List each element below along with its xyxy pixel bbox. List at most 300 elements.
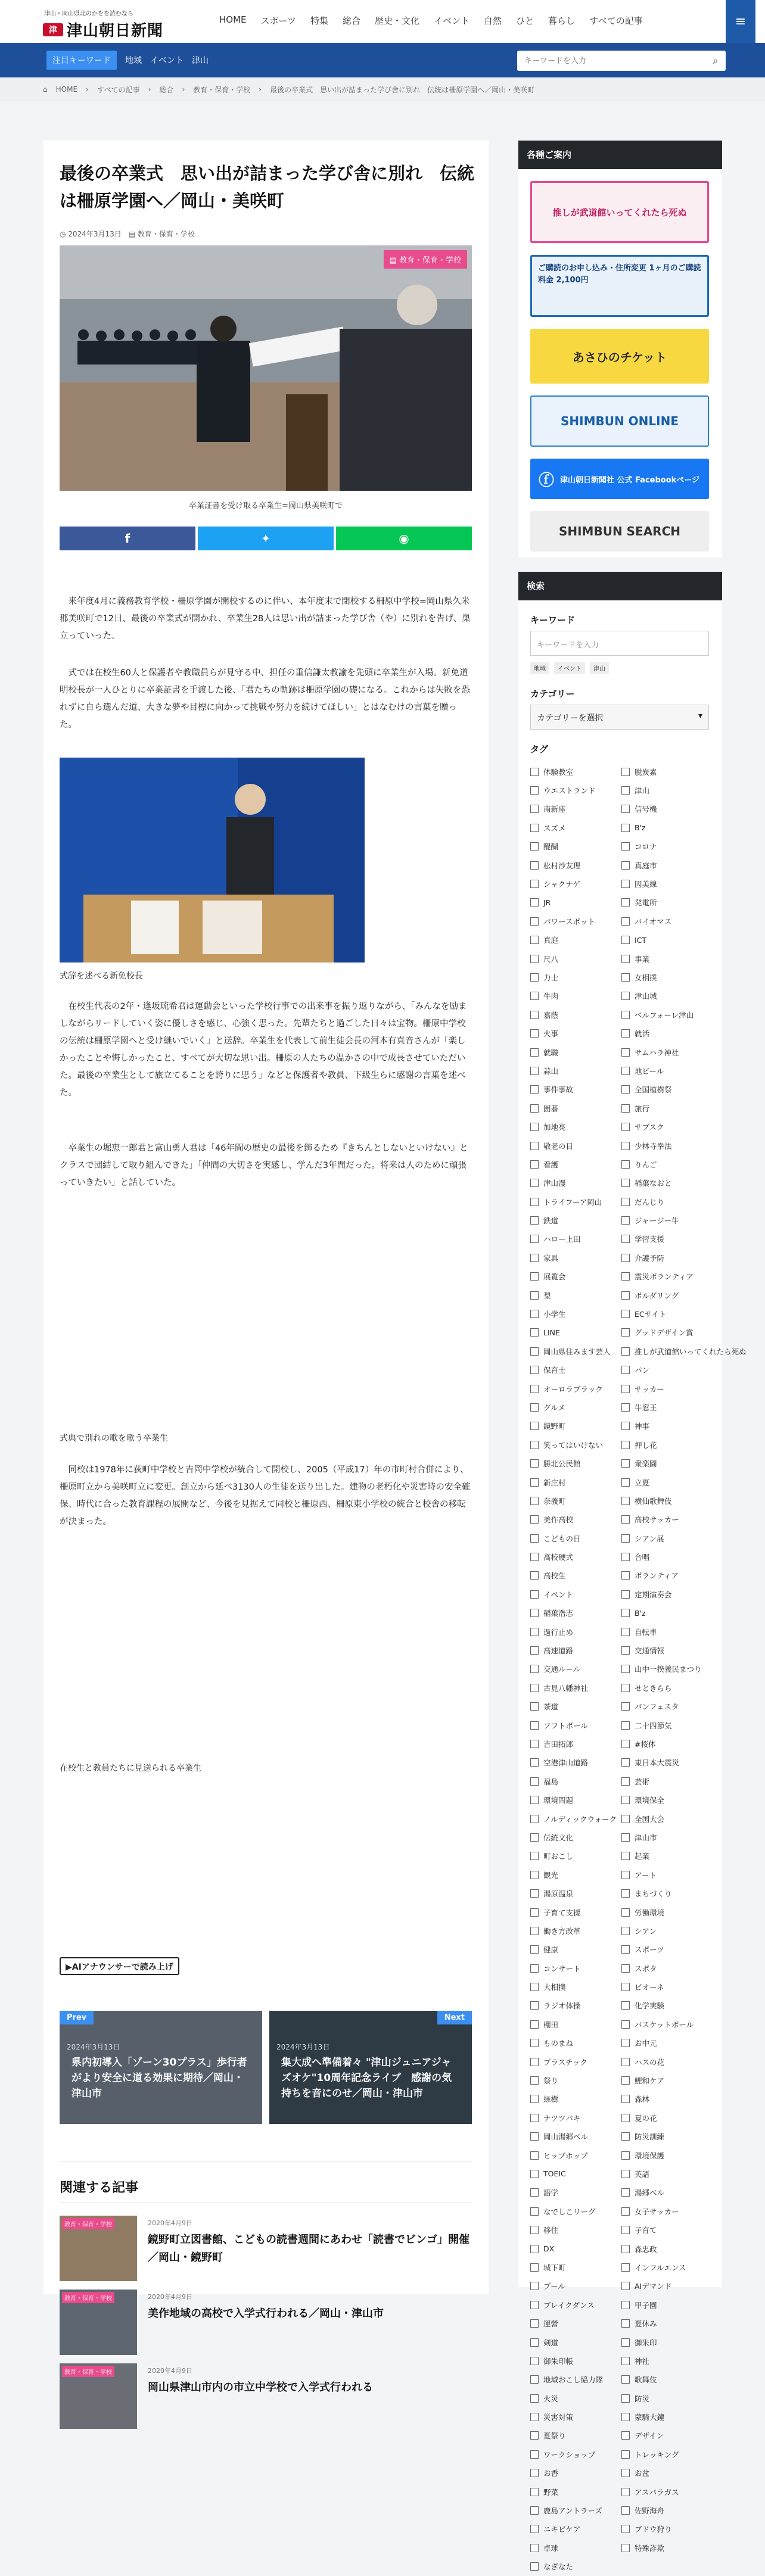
checkbox-icon[interactable] (530, 2357, 539, 2365)
checkbox-icon[interactable] (530, 2151, 539, 2160)
tag-checkbox[interactable] (530, 1940, 621, 1959)
breadcrumb-item[interactable]: 総合 (159, 85, 174, 94)
checkbox-icon[interactable] (621, 2319, 630, 2328)
checkbox-icon[interactable] (530, 2263, 539, 2272)
tag-checkbox[interactable] (530, 1772, 621, 1790)
checkbox-icon[interactable] (530, 2394, 539, 2403)
nav-home[interactable]: HOME (219, 14, 247, 25)
checkbox-icon[interactable] (621, 2544, 630, 2552)
checkbox-icon[interactable] (530, 824, 539, 832)
tag-checkbox[interactable] (621, 2239, 713, 2258)
checkbox-icon[interactable] (530, 2207, 539, 2216)
checkbox-icon[interactable] (530, 2544, 539, 2552)
tag-checkbox[interactable] (621, 968, 713, 986)
checkbox-icon[interactable] (621, 1310, 630, 1318)
tag-checkbox[interactable] (621, 2407, 713, 2426)
tag-checkbox[interactable] (621, 1155, 713, 1173)
tag-checkbox[interactable] (530, 1790, 621, 1809)
tag-checkbox[interactable] (530, 1959, 621, 1977)
search-icon[interactable]: ⌕ (713, 55, 719, 66)
checkbox-icon[interactable] (621, 1534, 630, 1543)
tag-checkbox[interactable] (621, 1678, 713, 1697)
keyword-suggestion[interactable]: 津山 (590, 662, 609, 674)
tag-checkbox[interactable] (621, 1005, 713, 1024)
tag-checkbox[interactable] (530, 1099, 621, 1117)
tag-checkbox[interactable] (621, 1884, 713, 1902)
tag-checkbox[interactable] (530, 1977, 621, 1996)
checkbox-icon[interactable] (621, 2450, 630, 2459)
checkbox-icon[interactable] (621, 1927, 630, 1935)
tag-checkbox[interactable] (621, 1903, 713, 1921)
checkbox-icon[interactable] (530, 2413, 539, 2421)
checkbox-icon[interactable] (621, 2001, 630, 2010)
tag-checkbox[interactable] (530, 1491, 621, 1510)
tag-checkbox[interactable] (530, 800, 621, 818)
tag-checkbox[interactable] (530, 2090, 621, 2108)
tag-checkbox[interactable] (621, 2333, 713, 2351)
tag-checkbox[interactable] (621, 2482, 713, 2501)
checkbox-icon[interactable] (621, 1272, 630, 1281)
tag-checkbox[interactable] (530, 987, 621, 1005)
tag-checkbox[interactable] (621, 874, 713, 893)
tag-checkbox[interactable] (621, 1566, 713, 1585)
checkbox-icon[interactable] (530, 1478, 539, 1487)
checkbox-icon[interactable] (621, 1628, 630, 1636)
tag-checkbox[interactable] (621, 1529, 713, 1547)
checkbox-icon[interactable] (530, 2506, 539, 2515)
checkbox-icon[interactable] (621, 2282, 630, 2290)
checkbox-icon[interactable] (621, 1889, 630, 1898)
nav-history-culture[interactable]: 歴史・文化 (374, 15, 419, 26)
checkbox-icon[interactable] (530, 1104, 539, 1113)
tag-checkbox[interactable] (530, 1529, 621, 1547)
checkbox-icon[interactable] (621, 1291, 630, 1300)
tag-checkbox[interactable] (530, 1660, 621, 1678)
checkbox-icon[interactable] (530, 2076, 539, 2085)
checkbox-icon[interactable] (621, 1347, 630, 1356)
tag-checkbox[interactable] (621, 1192, 713, 1211)
tag-checkbox[interactable] (621, 2220, 713, 2239)
tag-checkbox[interactable] (621, 1585, 713, 1603)
checkbox-icon[interactable] (621, 1758, 630, 1767)
tag-checkbox[interactable] (530, 2220, 621, 2239)
checkbox-icon[interactable] (621, 1983, 630, 1991)
tag-checkbox[interactable] (621, 2520, 713, 2538)
tag-checkbox[interactable] (530, 856, 621, 874)
checkbox-icon[interactable] (621, 1366, 630, 1374)
tag-checkbox[interactable] (530, 1342, 621, 1360)
checkbox-icon[interactable] (621, 1029, 630, 1038)
tag-checkbox[interactable] (621, 1061, 713, 1080)
tag-checkbox[interactable] (621, 2052, 713, 2071)
checkbox-icon[interactable] (530, 2020, 539, 2029)
tag-checkbox[interactable] (621, 1417, 713, 1435)
tag-checkbox[interactable] (530, 1061, 621, 1080)
tag-checkbox[interactable] (530, 2445, 621, 2463)
checkbox-icon[interactable] (530, 1385, 539, 1393)
checkbox-icon[interactable] (530, 1534, 539, 1543)
tag-checkbox[interactable] (530, 1379, 621, 1398)
tag-checkbox[interactable] (530, 1809, 621, 1828)
tag-checkbox[interactable] (530, 2501, 621, 2519)
checkbox-icon[interactable] (530, 842, 539, 851)
checkbox-icon[interactable] (530, 2001, 539, 2010)
checkbox-icon[interactable] (530, 1571, 539, 1580)
tag-checkbox[interactable] (621, 2108, 713, 2127)
tag-checkbox[interactable] (530, 1828, 621, 1846)
checkbox-icon[interactable] (530, 1011, 539, 1019)
tag-checkbox[interactable] (530, 2015, 621, 2033)
checkbox-icon[interactable] (530, 2058, 539, 2066)
category-select[interactable] (530, 705, 709, 730)
nav-events[interactable]: イベント (433, 15, 469, 26)
checkbox-icon[interactable] (621, 2151, 630, 2160)
tag-checkbox[interactable] (621, 1697, 713, 1716)
checkbox-icon[interactable] (621, 1796, 630, 1804)
checkbox-icon[interactable] (530, 1871, 539, 1879)
checkbox-icon[interactable] (530, 1665, 539, 1673)
tag-checkbox[interactable] (530, 893, 621, 912)
checkbox-icon[interactable] (621, 2020, 630, 2029)
related-article[interactable] (60, 2363, 472, 2429)
tag-checkbox[interactable] (530, 1398, 621, 1416)
nav-nature[interactable]: 自然 (483, 15, 502, 26)
checkbox-icon[interactable] (530, 1740, 539, 1748)
checkbox-icon[interactable] (530, 2245, 539, 2253)
checkbox-icon[interactable] (621, 2301, 630, 2309)
tag-checkbox[interactable] (530, 1361, 621, 1379)
checkbox-icon[interactable] (530, 1945, 539, 1954)
checkbox-icon[interactable] (530, 880, 539, 888)
tag-checkbox[interactable] (621, 1921, 713, 1940)
tag-checkbox[interactable] (621, 2258, 713, 2276)
checkbox-icon[interactable] (530, 2525, 539, 2533)
checkbox-icon[interactable] (530, 1459, 539, 1468)
tag-checkbox[interactable] (530, 1753, 621, 1772)
tag-checkbox[interactable] (621, 2351, 713, 2370)
facebook-share-button[interactable] (60, 527, 195, 550)
checkbox-icon[interactable] (621, 1497, 630, 1505)
checkbox-icon[interactable] (621, 2469, 630, 2477)
checkbox-icon[interactable] (621, 1702, 630, 1711)
checkbox-icon[interactable] (530, 2282, 539, 2290)
checkbox-icon[interactable] (530, 1441, 539, 1449)
tag-checkbox[interactable] (530, 2034, 621, 2052)
tag-checkbox[interactable] (621, 893, 713, 912)
next-article-card[interactable] (269, 2011, 472, 2124)
banner-shimbun-online[interactable]: SHIMBUN ONLINE (530, 395, 709, 447)
tag-checkbox[interactable] (530, 1005, 621, 1024)
checkbox-icon[interactable] (530, 2226, 539, 2234)
tag-checkbox[interactable] (530, 1566, 621, 1585)
checkbox-icon[interactable] (621, 1216, 630, 1225)
tag-checkbox[interactable] (530, 949, 621, 968)
checkbox-icon[interactable] (621, 973, 630, 982)
checkbox-icon[interactable] (530, 2375, 539, 2384)
tag-checkbox[interactable] (530, 2071, 621, 2089)
checkbox-icon[interactable] (530, 1422, 539, 1430)
tag-checkbox[interactable] (530, 1996, 621, 2015)
tag-checkbox[interactable] (621, 1977, 713, 1996)
tag-checkbox[interactable] (530, 1547, 621, 1566)
tag-checkbox[interactable] (530, 1884, 621, 1902)
checkbox-icon[interactable] (530, 917, 539, 926)
checkbox-icon[interactable] (530, 1702, 539, 1711)
tag-checkbox[interactable] (530, 1454, 621, 1472)
checkbox-icon[interactable] (530, 1758, 539, 1767)
tag-checkbox[interactable] (621, 1790, 713, 1809)
tag-checkbox[interactable] (530, 1248, 621, 1267)
tag-checkbox[interactable] (621, 1248, 713, 1267)
checkbox-icon[interactable] (621, 2132, 630, 2141)
tag-checkbox[interactable] (621, 1379, 713, 1398)
checkbox-icon[interactable] (621, 2226, 630, 2234)
tag-checkbox[interactable] (530, 1641, 621, 1659)
tag-checkbox[interactable] (621, 2389, 713, 2407)
checkbox-icon[interactable] (621, 842, 630, 851)
tag-checkbox[interactable] (530, 1230, 621, 1248)
checkbox-icon[interactable] (530, 2114, 539, 2122)
keyword-suggestion[interactable]: 地域 (530, 662, 549, 674)
checkbox-icon[interactable] (530, 898, 539, 907)
line-share-button[interactable] (336, 527, 472, 550)
tag-checkbox[interactable] (621, 2202, 713, 2220)
checkbox-icon[interactable] (621, 805, 630, 813)
tag-checkbox[interactable] (621, 1622, 713, 1641)
nav-all-articles[interactable]: すべての記事 (589, 15, 643, 26)
tag-checkbox[interactable] (530, 2052, 621, 2071)
tag-checkbox[interactable] (530, 2314, 621, 2332)
tag-checkbox[interactable] (530, 2389, 621, 2407)
checkbox-icon[interactable] (530, 2039, 539, 2047)
tag-checkbox[interactable] (530, 1622, 621, 1641)
tag-checkbox[interactable] (530, 1473, 621, 1491)
tag-checkbox[interactable] (621, 2164, 713, 2183)
checkbox-icon[interactable] (530, 1235, 539, 1243)
checkbox-icon[interactable] (621, 992, 630, 1000)
tag-checkbox[interactable] (621, 1117, 713, 1136)
checkbox-icon[interactable] (530, 1179, 539, 1187)
checkbox-icon[interactable] (621, 1945, 630, 1954)
tag-checkbox[interactable] (621, 1267, 713, 1286)
checkbox-icon[interactable] (530, 1964, 539, 1973)
tag-checkbox[interactable] (530, 818, 621, 837)
checkbox-icon[interactable] (530, 1310, 539, 1318)
checkbox-icon[interactable] (530, 1029, 539, 1038)
checkbox-icon[interactable] (530, 1366, 539, 1374)
checkbox-icon[interactable] (621, 1123, 630, 1131)
tag-checkbox[interactable] (621, 1772, 713, 1790)
tag-checkbox[interactable] (530, 2482, 621, 2501)
tag-checkbox[interactable] (530, 2202, 621, 2220)
tag-checkbox[interactable] (621, 1604, 713, 1622)
tag-checkbox[interactable] (621, 2427, 713, 2445)
tag-checkbox[interactable] (621, 856, 713, 874)
checkbox-icon[interactable] (530, 1815, 539, 1823)
sidebar-keyword-input[interactable]: キーワードを入力 (530, 631, 709, 656)
tag-checkbox[interactable] (530, 1697, 621, 1716)
tag-checkbox[interactable] (530, 1267, 621, 1286)
tag-checkbox[interactable] (530, 1865, 621, 1884)
checkbox-icon[interactable] (621, 2039, 630, 2047)
checkbox-icon[interactable] (621, 2076, 630, 2085)
tag-checkbox[interactable] (621, 1099, 713, 1117)
tag-checkbox[interactable] (621, 1342, 747, 1360)
nav-general[interactable]: 総合 (342, 15, 360, 26)
checkbox-icon[interactable] (621, 2058, 630, 2066)
checkbox-icon[interactable] (530, 1927, 539, 1935)
checkbox-icon[interactable] (530, 2132, 539, 2141)
tag-checkbox[interactable] (621, 2538, 713, 2557)
checkbox-icon[interactable] (621, 1254, 630, 1262)
tag-checkbox[interactable] (621, 1230, 713, 1248)
banner-subscription[interactable]: ご購読のお申し込み・住所変更 1ヶ月のご購読料金 2,100円 (530, 255, 709, 317)
checkbox-icon[interactable] (530, 768, 539, 776)
checkbox-icon[interactable] (530, 2170, 539, 2178)
checkbox-icon[interactable] (621, 1571, 630, 1580)
checkbox-icon[interactable] (621, 1646, 630, 1655)
prev-article-card[interactable] (60, 2011, 262, 2124)
nav-sports[interactable]: スポーツ (260, 15, 296, 26)
tag-checkbox[interactable] (621, 1211, 713, 1229)
tag-checkbox[interactable] (530, 2351, 621, 2370)
tag-checkbox[interactable] (530, 1847, 621, 1865)
checkbox-icon[interactable] (621, 2170, 630, 2178)
tag-checkbox[interactable] (530, 2295, 621, 2314)
checkbox-icon[interactable] (530, 2469, 539, 2477)
checkbox-icon[interactable] (530, 1646, 539, 1655)
tag-checkbox[interactable] (621, 800, 713, 818)
checkbox-icon[interactable] (621, 2338, 630, 2347)
tag-checkbox[interactable] (530, 1716, 621, 1734)
checkbox-icon[interactable] (621, 2394, 630, 2403)
checkbox-icon[interactable] (621, 1777, 630, 1786)
checkbox-icon[interactable] (621, 1478, 630, 1487)
tag-checkbox[interactable] (621, 2371, 713, 2389)
tag-checkbox[interactable] (530, 2520, 621, 2538)
checkbox-icon[interactable] (621, 1403, 630, 1412)
checkbox-icon[interactable] (621, 1833, 630, 1842)
checkbox-icon[interactable] (621, 1160, 630, 1169)
checkbox-icon[interactable] (621, 2207, 630, 2216)
tag-checkbox[interactable] (530, 2108, 621, 2127)
checkbox-icon[interactable] (621, 1048, 630, 1057)
tag-checkbox[interactable] (621, 1174, 713, 1192)
checkbox-icon[interactable] (621, 1441, 630, 1449)
tag-checkbox[interactable] (621, 1361, 713, 1379)
tag-checkbox[interactable] (530, 2333, 621, 2351)
checkbox-icon[interactable] (530, 1291, 539, 1300)
tag-checkbox[interactable] (530, 2146, 621, 2164)
tag-checkbox[interactable] (530, 1211, 621, 1229)
tag-checkbox[interactable] (530, 1323, 621, 1342)
checkbox-icon[interactable] (621, 2263, 630, 2272)
keyword-link[interactable]: 津山 (192, 56, 209, 66)
tag-checkbox[interactable] (530, 837, 621, 856)
tag-checkbox[interactable] (621, 1753, 713, 1772)
tag-checkbox[interactable] (530, 1024, 621, 1042)
checkbox-icon[interactable] (530, 1590, 539, 1599)
tag-checkbox[interactable] (621, 2090, 713, 2108)
tag-checkbox[interactable] (621, 1080, 713, 1099)
tag-checkbox[interactable] (621, 818, 713, 837)
tag-checkbox[interactable] (621, 1286, 713, 1304)
checkbox-icon[interactable] (530, 1067, 539, 1075)
tag-checkbox[interactable] (621, 1136, 713, 1155)
banner-oshibudo[interactable]: 推しが武道館いってくれたら死ぬ (530, 181, 709, 243)
tag-checkbox[interactable] (621, 931, 713, 949)
tag-checkbox[interactable] (621, 1491, 713, 1510)
checkbox-icon[interactable] (621, 2095, 630, 2103)
checkbox-icon[interactable] (530, 2095, 539, 2103)
checkbox-icon[interactable] (621, 1067, 630, 1075)
tag-checkbox[interactable] (530, 2239, 621, 2258)
tag-checkbox[interactable] (621, 2295, 713, 2314)
checkbox-icon[interactable] (621, 880, 630, 888)
checkbox-icon[interactable] (530, 1328, 539, 1337)
checkbox-icon[interactable] (530, 1497, 539, 1505)
tag-checkbox[interactable] (621, 2071, 713, 2089)
checkbox-icon[interactable] (530, 1254, 539, 1262)
checkbox-icon[interactable] (621, 1871, 630, 1879)
checkbox-icon[interactable] (621, 1908, 630, 1917)
tag-checkbox[interactable] (621, 2445, 713, 2463)
checkbox-icon[interactable] (621, 936, 630, 944)
checkbox-icon[interactable] (621, 824, 630, 832)
checkbox-icon[interactable] (530, 1889, 539, 1898)
tag-checkbox[interactable] (621, 1510, 713, 1529)
tag-checkbox[interactable] (621, 987, 713, 1005)
article-category[interactable]: 教育・保育・学校 (137, 230, 195, 238)
twitter-share-button[interactable] (198, 527, 334, 550)
tag-checkbox[interactable] (621, 1734, 713, 1753)
tag-checkbox[interactable] (530, 2407, 621, 2426)
checkbox-icon[interactable] (621, 1085, 630, 1094)
tag-checkbox[interactable] (530, 1604, 621, 1622)
tag-checkbox[interactable] (530, 1734, 621, 1753)
checkbox-icon[interactable] (530, 1684, 539, 1692)
checkbox-icon[interactable] (621, 1179, 630, 1187)
tag-checkbox[interactable] (530, 1174, 621, 1192)
tag-checkbox[interactable] (530, 1155, 621, 1173)
tag-checkbox[interactable] (530, 968, 621, 986)
checkbox-icon[interactable] (530, 955, 539, 963)
tag-checkbox[interactable] (530, 2128, 621, 2146)
tag-checkbox[interactable] (530, 2164, 621, 2183)
menu-button[interactable] (726, 0, 755, 43)
banner-facebook[interactable] (530, 459, 709, 499)
checkbox-icon[interactable] (530, 1852, 539, 1860)
tag-checkbox[interactable] (530, 2427, 621, 2445)
tag-checkbox[interactable] (530, 2538, 621, 2557)
checkbox-icon[interactable] (530, 1160, 539, 1169)
checkbox-icon[interactable] (530, 2431, 539, 2440)
tag-checkbox[interactable] (530, 1080, 621, 1099)
checkbox-icon[interactable] (530, 1216, 539, 1225)
tag-checkbox[interactable] (621, 1024, 713, 1042)
checkbox-icon[interactable] (621, 1684, 630, 1692)
tag-checkbox[interactable] (621, 1323, 713, 1342)
tag-checkbox[interactable] (621, 1828, 713, 1846)
keyword-link[interactable]: 地域 (125, 56, 142, 66)
checkbox-icon[interactable] (530, 2562, 539, 2571)
checkbox-icon[interactable] (530, 1796, 539, 1804)
tag-checkbox[interactable] (621, 2277, 713, 2295)
nav-feature[interactable]: 特集 (310, 15, 328, 26)
tag-checkbox[interactable] (621, 949, 713, 968)
tag-checkbox[interactable] (621, 2146, 713, 2164)
tag-checkbox[interactable] (621, 1454, 713, 1472)
